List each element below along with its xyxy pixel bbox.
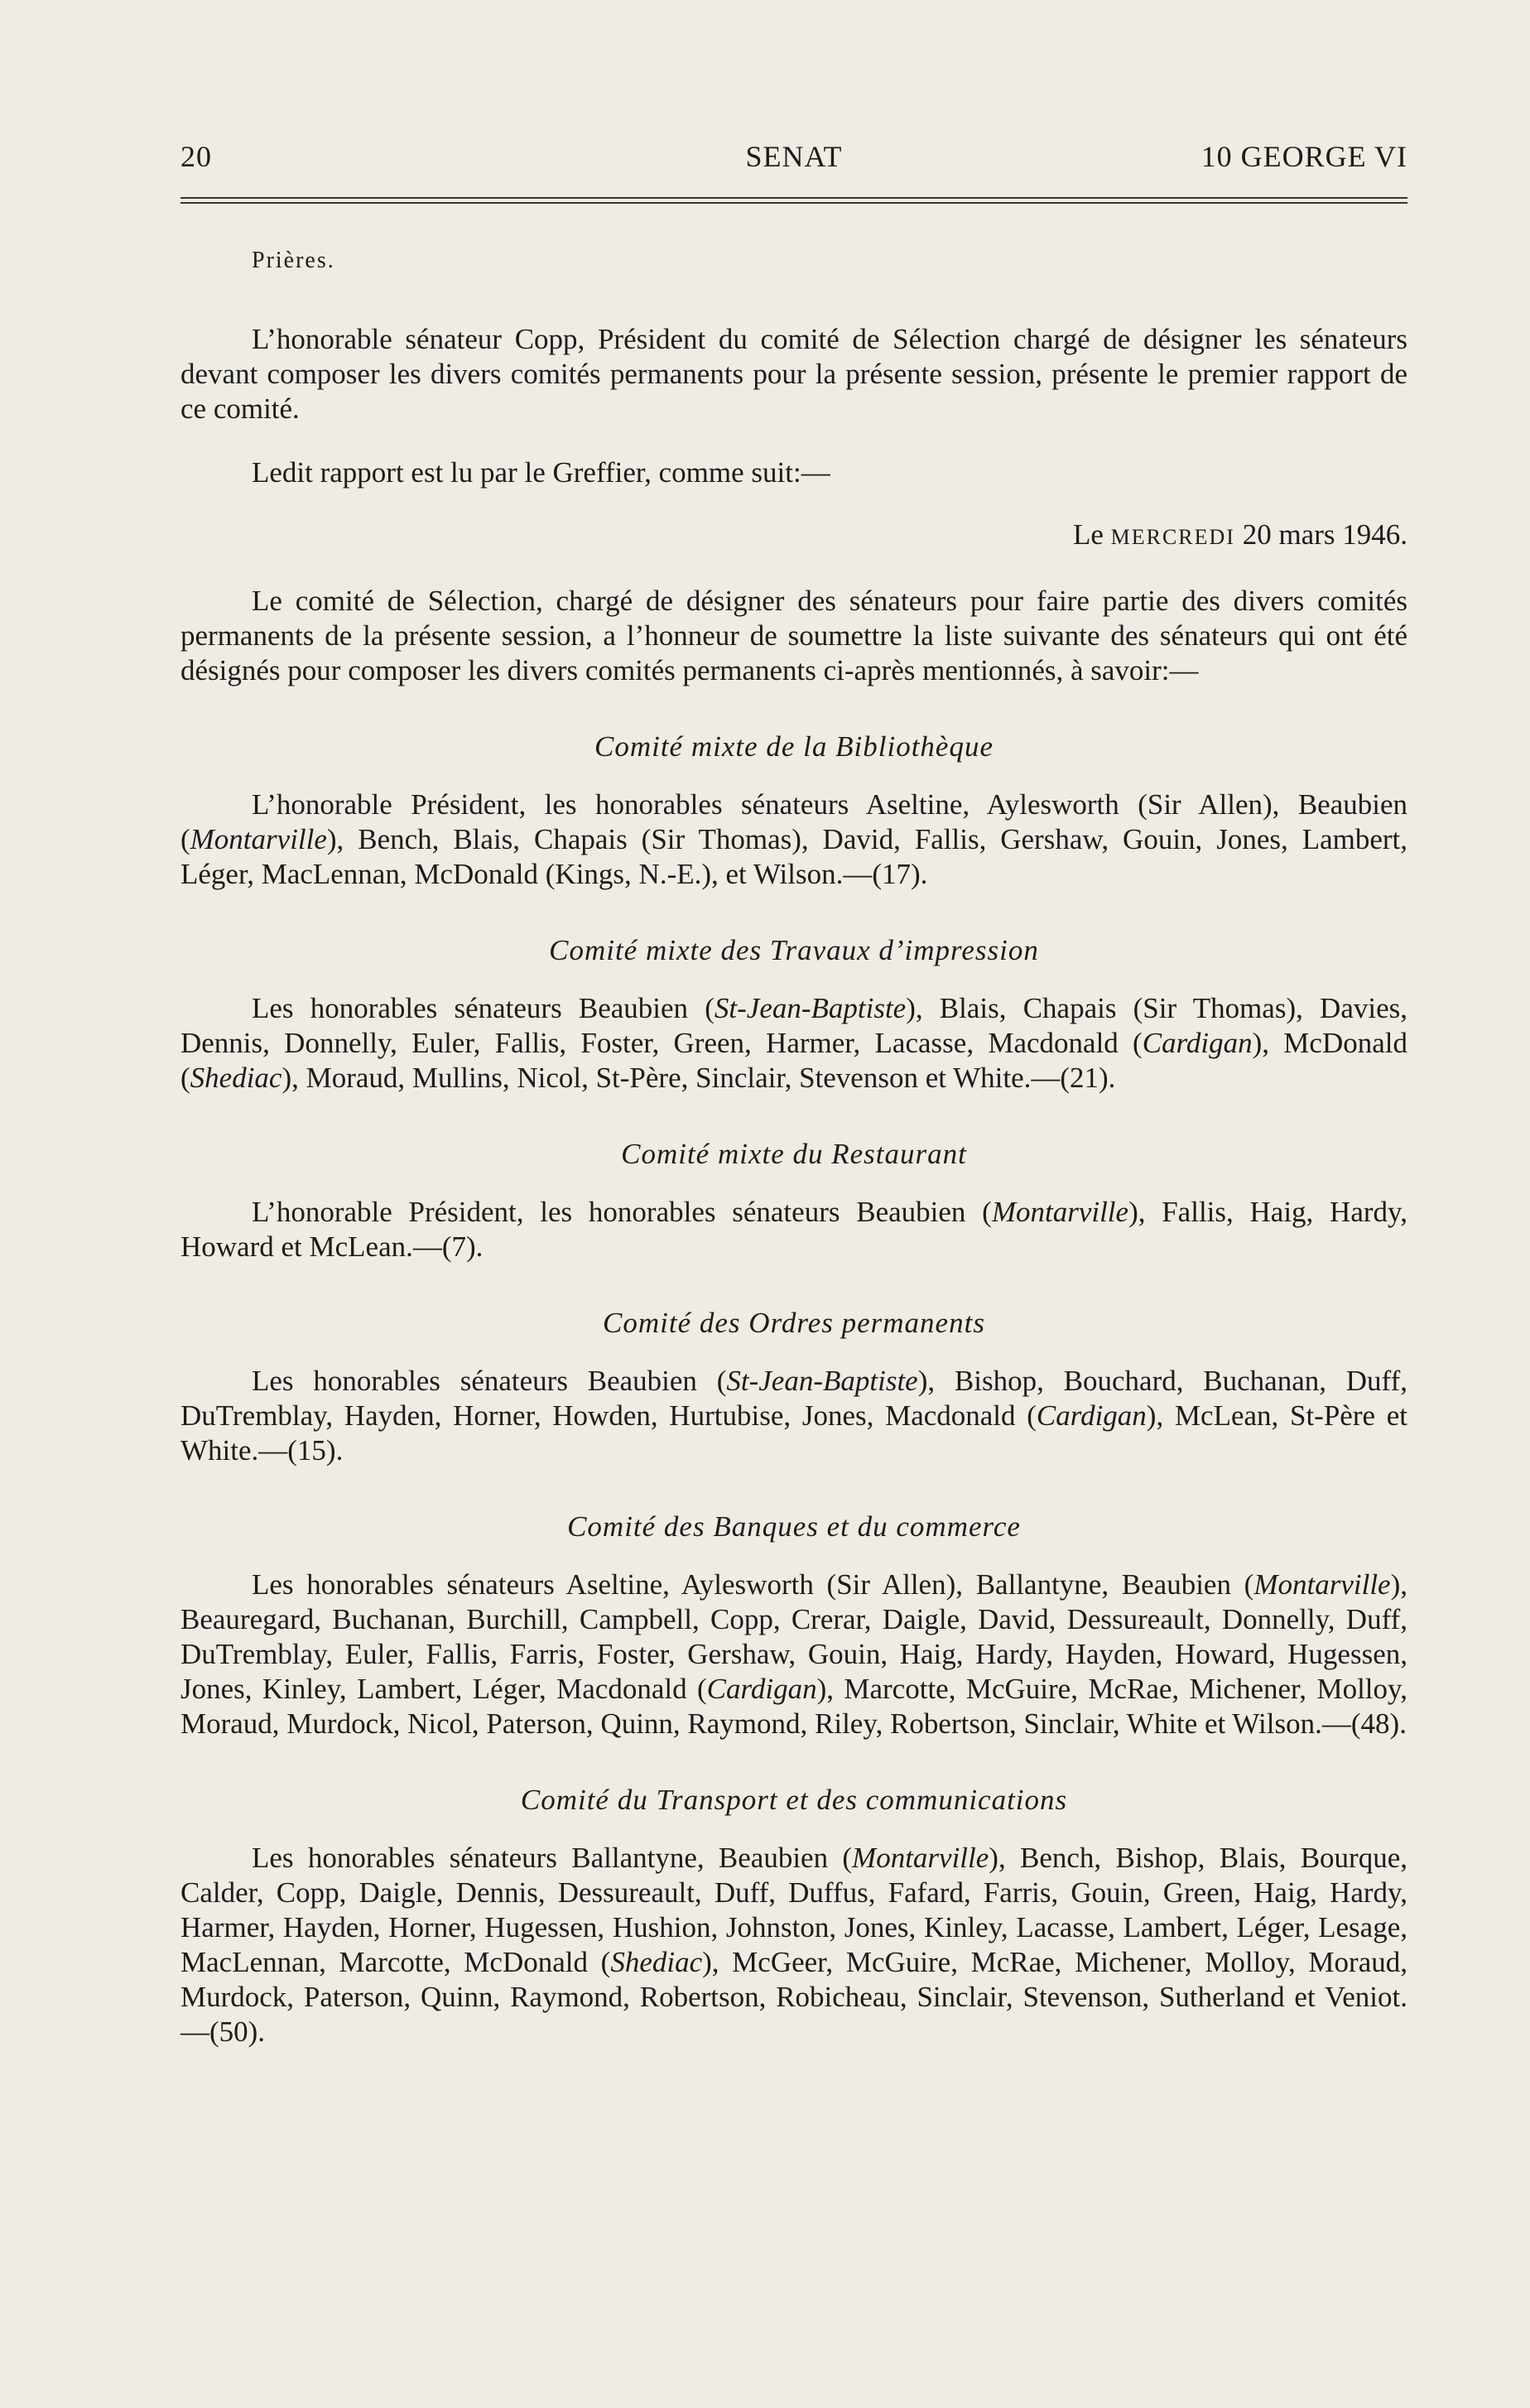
paragraph-greffier: Ledit rapport est lu par le Greffier, comme suit:— — [252, 456, 830, 489]
page-number: 20 — [180, 140, 212, 173]
heading-restaurant: Comité mixte du Restaurant — [621, 1138, 967, 1170]
date-le: Le — [1072, 518, 1104, 551]
header-title: SENAT — [745, 140, 843, 173]
date-day: MERCREDI — [1110, 525, 1235, 549]
members-restaurant: L’honorable Président, les honorables sénateurs Beaubien (Montarville), Fallis, Haig, Hardy, Howard et McLean.—(7). — [180, 1196, 1407, 1263]
paragraph-copp-report: L’honorable sénateur Copp, Président du comité de Sélection chargé de désigner les sénateurs devant composer les divers comités permanents pour la présente session, présente le premier rapport de ce comité. — [180, 323, 1407, 425]
header-rule — [180, 197, 1407, 204]
prieres-label: Prières. — [252, 248, 335, 273]
report-date — [180, 518, 1407, 555]
running-header — [180, 139, 1407, 181]
page-body — [180, 243, 1407, 2049]
members-banques: Les honorables sénateurs Aseltine, Aylesworth (Sir Allen), Ballantyne, Beaubien (Montarville), Beauregard, Buchanan, Burchill, Campbell, Copp, Crerar, Daigle, David, Dessureault, Donnelly, Duff, DuTremblay, Euler, Fallis, Farris, Foster, Gershaw, Gouin, Haig, Hardy, Hayden, Howard, Hugessen, Jones, Kinley, Lambert, Léger, Macdonald (Cardigan), Marcotte, McGuire, McRae, Michener, Molloy, Moraud, Murdock, Nicol, Paterson, Quinn, Raymond, Riley, Robertson, Sinclair, White et Wilson.—(48). — [180, 1568, 1407, 1740]
heading-bibliotheque: Comité mixte de la Bibliothèque — [594, 730, 994, 763]
members-bibliotheque: L’honorable Président, les honorables sénateurs Aseltine, Aylesworth (Sir Allen), Beaubien (Montarville), Bench, Blais, Chapais (Sir Thomas), David, Fallis, Gershaw, Gouin, Jones, Lambert, Léger, MacLennan, McDonald (Kings, N.-E.), et Wilson.—(17). — [180, 788, 1407, 890]
heading-banques: Comité des Banques et du commerce — [567, 1510, 1021, 1543]
members-transport: Les honorables sénateurs Ballantyne, Beaubien (Montarville), Bench, Bishop, Blais, Bourque, Calder, Copp, Daigle, Dennis, Dessureault, Duff, Duffus, Fafard, Farris, Gouin, Green, Haig, Hardy, Harmer, Hayden, Horner, Hugessen, Hushion, Johnston, Jones, Kinley, Lacasse, Lambert, Léger, Lesage, MacLennan, Marcotte, McDonald (Shediac), McGeer, McGuire, McRae, Michener, Molloy, Moraud, Murdock, Paterson, Quinn, Raymond, Robertson, Robicheau, Sinclair, Stevenson, Sutherland et Veniot.—(50). — [180, 1842, 1407, 2048]
header-reign: 10 GEORGE VI — [1200, 140, 1407, 173]
heading-transport: Comité du Transport et des communications — [520, 1784, 1068, 1816]
members-ordres: Les honorables sénateurs Beaubien (St-Jean-Baptiste), Bishop, Bouchard, Buchanan, Duff, DuTremblay, Hayden, Horner, Howden, Hurtubise, Jones, Macdonald (Cardigan), McLean, St-Père et White.—(15). — [180, 1365, 1407, 1466]
date-rest: 20 mars 1946. — [1242, 518, 1407, 551]
heading-ordres: Comité des Ordres permanents — [603, 1307, 985, 1339]
members-impression: Les honorables sénateurs Beaubien (St-Jean-Baptiste), Blais, Chapais (Sir Thomas), Davies, Dennis, Donnelly, Euler, Fallis, Foster, Green, Harmer, Lacasse, Macdonald (Cardigan), McDonald (Shediac), Moraud, Mullins, Nicol, St-Père, Sinclair, Stevenson et White.—(21). — [180, 992, 1407, 1094]
paragraph-selection-committee: Le comité de Sélection, chargé de désigner des sénateurs pour faire partie des divers comités permanents de la présente session, a l’honneur de soumettre la liste suivante des sénateurs qui ont été désignés pour composer les divers comités permanents ci-après mentionnés, à savoir:— — [180, 585, 1407, 686]
heading-impression: Comité mixte des Travaux d’impression — [549, 934, 1039, 966]
